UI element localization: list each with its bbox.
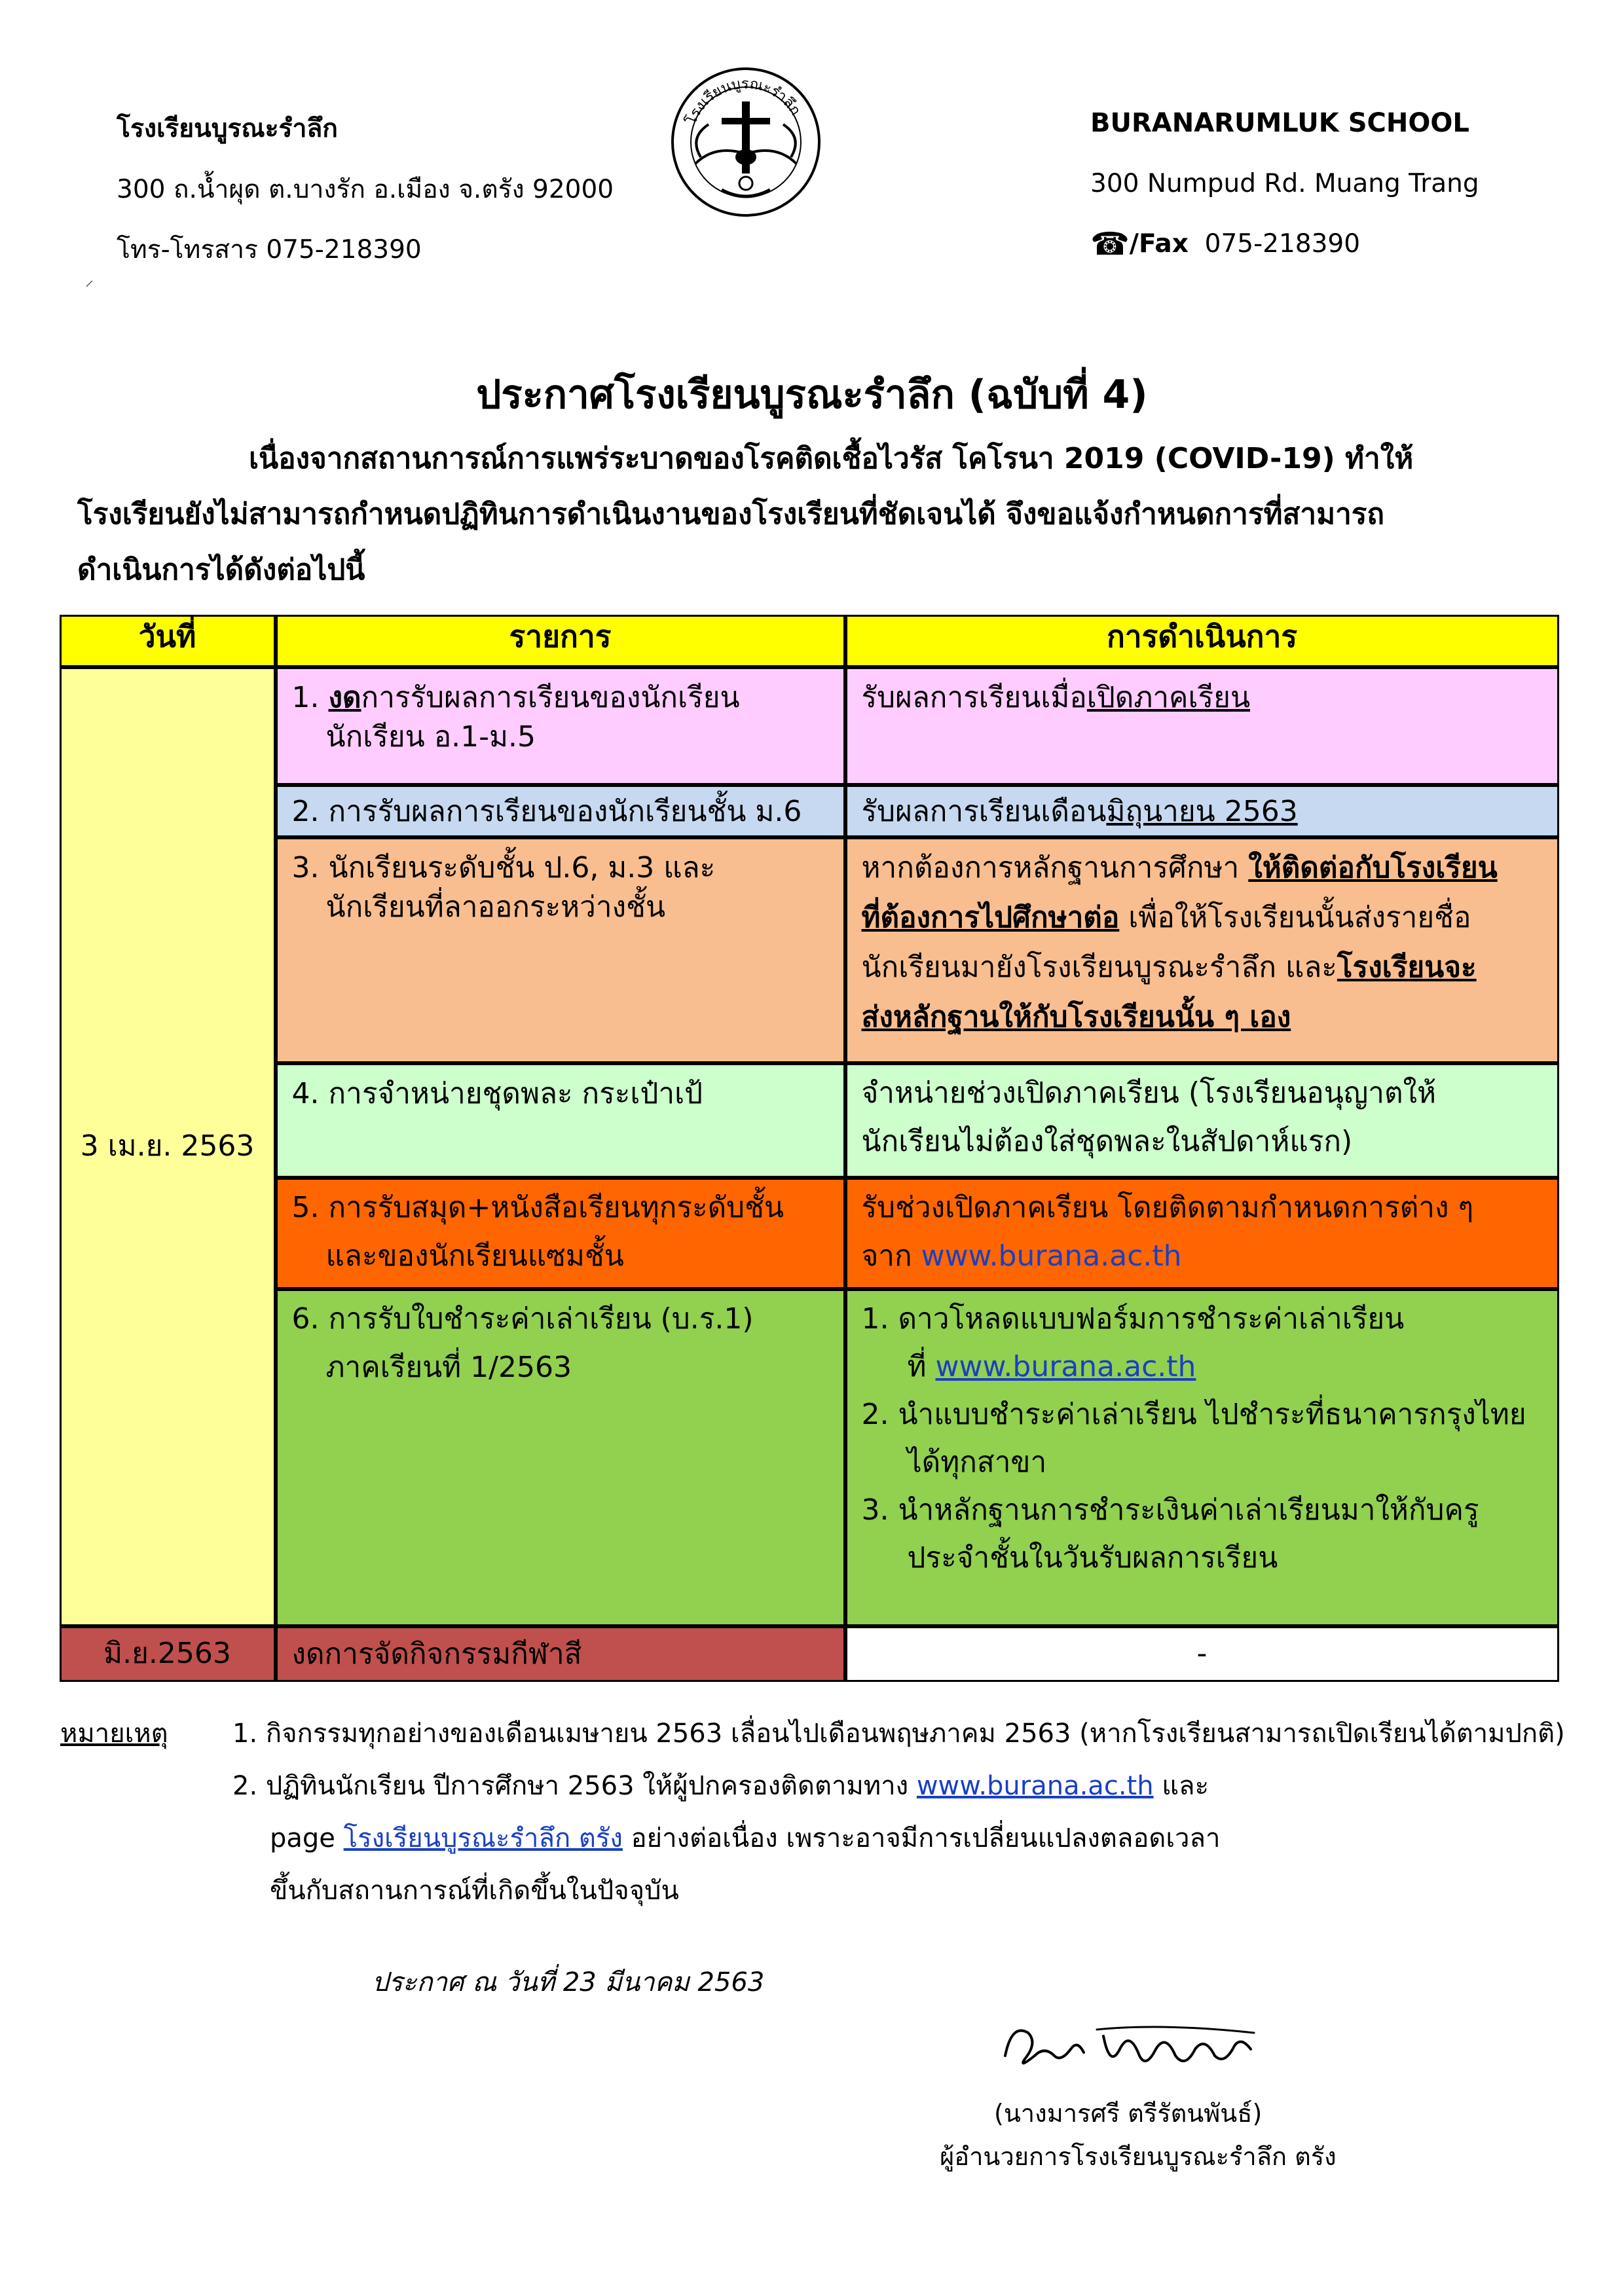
intro-line-1: เนื่องจากสถานการณ์การแพร่ระบาดของโรคติดเชื้อไวรัส โคโรนา 2019 (COVID-19) ทำให้ [249,442,1414,475]
row1-action-text: รับผลการเรียนเมื่อ [861,680,1087,714]
row5-action-b: จาก [861,1239,921,1273]
website-link[interactable]: www.burana.ac.th [935,1349,1196,1383]
date-april-text: 3 เม.ย. 2563 [80,1129,255,1163]
row3-action-d: นักเรียนมายังโรงเรียนบูรณะรำลึก และ [861,950,1337,984]
note-2-line1 [232,1764,1209,1806]
note-2-line3: ขึ้นกับสถานการณ์ที่เกิดขึ้นในปัจจุบัน [270,1876,679,1906]
school-fax-line [1090,226,1360,263]
row5-action-a: รับช่วงเปิดภาคเรียน โดยติดตามกำหนดการต่าง ๆ [861,1190,1474,1224]
step2-line1: 2. นำแบบชำระค่าเล่าเรียน ไปชำระที่ธนาคารกรุงไทย [861,1397,1526,1431]
row1-item-emphasis: งด [328,680,361,714]
row1-item-num: 1. [291,680,320,714]
fax-label: /Fax [1129,229,1189,259]
row6-item-line2: ภาคเรียนที่ 1/2563 [325,1350,572,1384]
step1-prefix: ที่ [907,1349,936,1383]
school-name-en: BURANARUMLUK SCHOOL [1090,108,1469,138]
row2-action [845,785,1559,837]
row4-action-a: จำหน่ายช่วงเปิดภาคเรียน (โรงเรียนอนุญาตให้ [861,1076,1437,1110]
step2-line2: ได้ทุกสาขา [907,1445,1047,1479]
signer-name: (นางมารศรี ตรีรัตนพันธ์) [994,2099,1263,2128]
facebook-page-link[interactable]: โรงเรียนบูรณะรำลึก ตรัง [343,1823,623,1853]
website-link[interactable]: www.burana.ac.th [916,1771,1154,1801]
last-row-action [845,1626,1559,1682]
note2-text-a: 2. ปฏิทินนักเรียน ปีการศึกษา 2563 ให้ผู้ปกครองติดตามทาง [232,1771,917,1801]
row2-action-underlined: มิถุนายน 2563 [1106,794,1298,828]
school-address-th: 300 ถ.น้ำผุด ต.บางรัก อ.เมือง จ.ตรัง 92000 [117,175,614,204]
seal-text: โรงเรียนบูรณะรำลึก [683,75,804,127]
note-1: 1. กิจกรรมทุกอย่างของเดือนเมษายน 2563 เลื่อนไปเดือนพฤษภาคม 2563 (หากโรงเรียนสามารถเปิดเรียนได้ตามปกติ) [232,1719,1565,1749]
row6-item [276,1289,845,1626]
signature-mark [999,2010,1261,2082]
row3-action-e2: ส่งหลักฐานให้กับโรงเรียนนั้น ๆ เอง [861,1000,1291,1034]
header-date: วันที่ [60,615,276,667]
row1-action [845,667,1559,785]
school-phone-th: โทร-โทรสาร 075-218390 [117,235,422,264]
last-row-action-text: - [1196,1637,1208,1670]
row3-action-c: เพื่อให้โรงเรียนนั้นส่งรายชื่อ [1119,900,1471,934]
note2-text-b: และ [1153,1771,1209,1801]
row1-item-text: การรับผลการเรียนของนักเรียน [361,680,740,714]
signer-position: ผู้อำนวยการโรงเรียนบูรณะรำลึก ตรัง [940,2142,1337,2171]
row4-action [845,1063,1559,1178]
header-action: การดำเนินการ [845,615,1559,667]
announcement-title: ประกาศโรงเรียนบูรณะรำลึก (ฉบับที่ 4) [476,372,1148,418]
website-link[interactable]: www.burana.ac.th [921,1239,1182,1273]
note2-text-c: page [270,1823,344,1853]
row3-item-line1: 3. นักเรียนระดับชั้น ป.6, ม.3 และ [291,850,716,884]
step1-line2 [862,1343,1543,1391]
row5-item-line2: และของนักเรียนแซมชั้น [325,1239,624,1273]
school-name-th: โรงเรียนบูรณะรำลึก [117,114,338,143]
row2-item: 2. การรับผลการเรียนของนักเรียนชั้น ม.6 [276,785,845,837]
fax-number: 075-218390 [1204,229,1361,259]
school-address-en: 300 Numpud Rd. Muang Trang [1090,169,1479,198]
intro-line-3: ดำเนินการได้ดังต่อไปนี้ [77,553,365,587]
row6-item-line1: 6. การรับใบชำระค่าเล่าเรียน (บ.ร.1) [291,1302,754,1336]
last-row-item: งดการจัดกิจกรรมกีฬาสี [276,1626,845,1682]
row3-item-line2: นักเรียนที่ลาออกระหว่างชั้น [325,890,666,924]
row5-item-line1: 5. การรับสมุด+หนังสือเรียนทุกระดับชั้น [291,1190,784,1224]
row5-action [845,1178,1559,1289]
row5-item [276,1178,845,1289]
school-seal-icon [669,65,822,219]
row1-action-underlined: เปิดภาคเรียน [1086,680,1251,714]
date-june-text: มิ.ย.2563 [103,1637,231,1670]
date-cell-june [60,1626,276,1682]
row3-item [276,837,845,1063]
row4-action-b: นักเรียนไม่ต้องใส่ชุดพละในสัปดาห์แรก) [861,1124,1353,1158]
row3-action-b2: ที่ต้องการไปศึกษาต่อ [861,900,1120,934]
note2-text-d: อย่างต่อเนื่อง เพราะอาจมีการเปลี่ยนแปลงตลอดเวลา [622,1823,1221,1853]
small-mark: ⸝ [85,270,94,290]
telephone-icon: ☎ [1090,226,1130,263]
step1-line1: 1. ดาวโหลดแบบฟอร์มการชำระค่าเล่าเรียน [861,1302,1405,1336]
intro-line-2: โรงเรียนยังไม่สามารถกำหนดปฏิทินการดำเนินงานของโรงเรียนที่ชัดเจนได้ จึงขอแจ้งกำหนดการที่สามารถ [77,498,1385,531]
schedule-table [60,615,1560,1683]
step3-line1: 3. นำหลักฐานการชำระเงินค่าเล่าเรียนมาให้กับครู [861,1493,1479,1527]
row1-item-sub: นักเรียน อ.1-ม.5 [325,720,536,754]
row3-action [845,837,1559,1063]
row1-item [276,667,845,785]
row4-item: 4. การจำหน่ายชุดพละ กระเป๋าเป้ [276,1063,845,1178]
notes-label: หมายเหตุ [60,1719,168,1749]
header-item: รายการ [276,615,845,667]
row3-action-e1: โรงเรียนจะ [1337,950,1477,984]
date-cell-april [60,667,276,1626]
row2-action-text: รับผลการเรียนเดือน [861,794,1107,828]
row3-action-b1: ให้ติดต่อกับโรงเรียน [1248,850,1498,884]
row6-action [845,1289,1559,1626]
announce-date: ประกาศ ณ วันที่ 23 มีนาคม 2563 [372,1967,765,1997]
note-2-line2 [270,1817,1220,1859]
step3-line2: ประจำชั้นในวันรับผลการเรียน [907,1540,1278,1575]
row3-action-a: หากต้องการหลักฐานการศึกษา [861,850,1249,884]
